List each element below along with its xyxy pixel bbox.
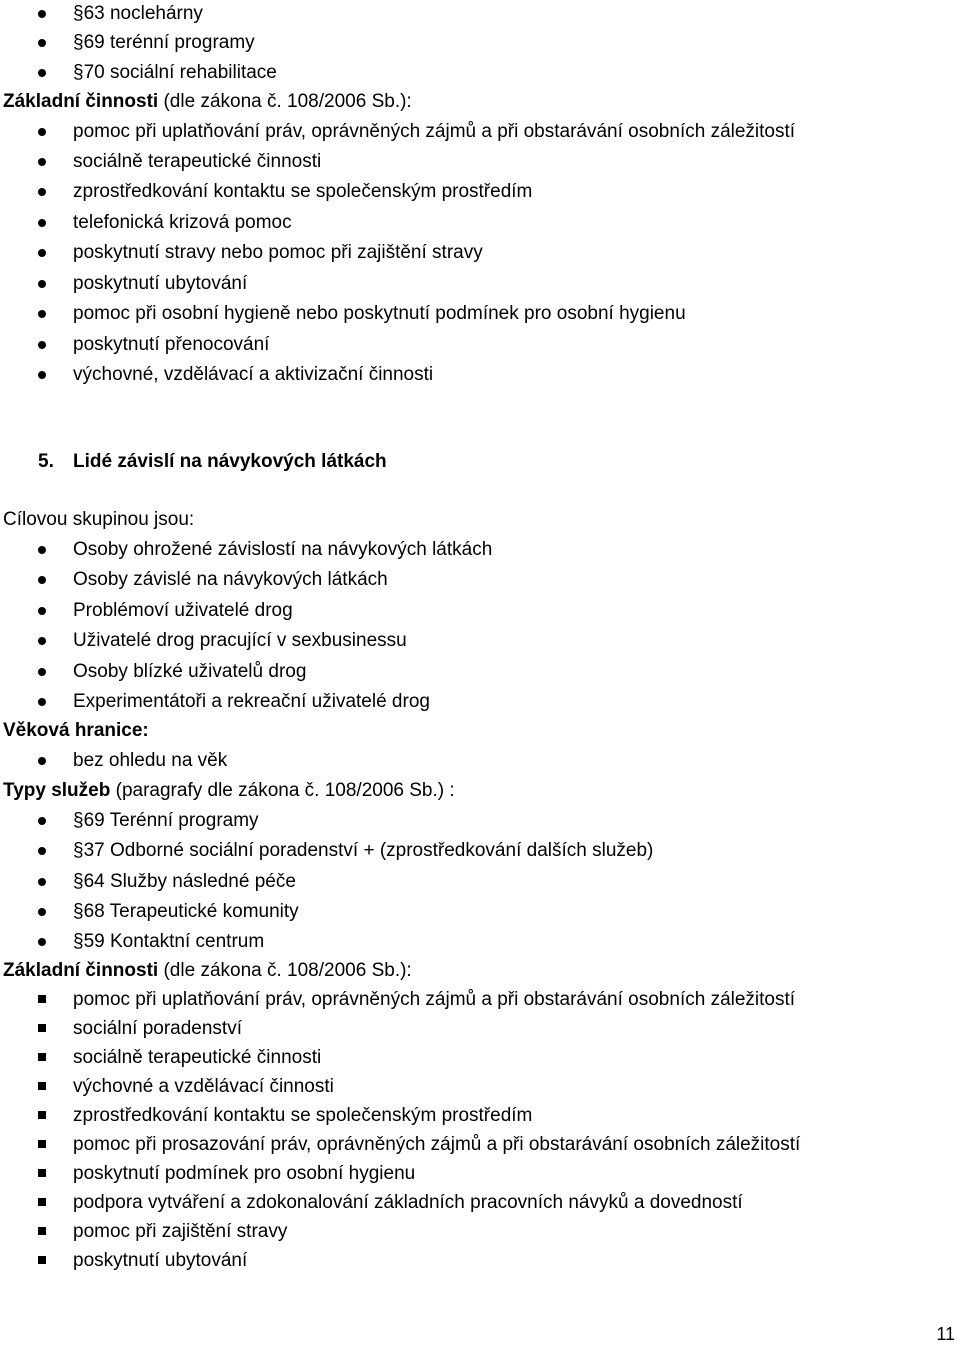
bullet-icon	[38, 39, 46, 47]
bullet-icon	[38, 188, 46, 196]
square-bullet-icon	[38, 1169, 46, 1177]
bullet-icon	[38, 219, 46, 227]
square-bullet-icon	[38, 995, 46, 1003]
square-bullet-icon	[38, 1198, 46, 1206]
bullet-icon	[38, 817, 46, 825]
bullet-icon	[38, 847, 46, 855]
document-page: §63 noclehárny §69 terénní programy §70 sociální rehabilitace Základní činnosti (dle zákona č. 108/2006 Sb.): pomoc při uplatňování práv, oprávněných zájmů a při obstarávání osobních záležitostí sociálně terapeutické činnosti zprostředkování kontaktu se společenským prostředím telefonická krizová pomoc poskytnutí stravy nebo pomoc při zajištění stravy poskytnutí ubytování pomoc při osobní hygieně nebo poskytnutí podmínek pro osobní hygienu poskytnutí přenocování výchovné, vzdělávací a aktivizační činnosti 5. Lidé závislí na návykových látkách Cílovou skupinou jsou: Osoby ohrožené závislostí na návykových látkách Osoby závislé na návykových látkách Problémoví uživatelé drog Uživatelé drog pracující v sexbusinessu Osoby blízké uživatelů drog Experimentátoři a rekreační uživatelé drog Věková hranice: bez ohledu na věk Typy služeb (paragrafy dle zákona č. 108/2006 Sb.) : §69 Terénní programy §37 Odborné sociální poradenství + (zprostředkování dalších služeb) §64 Služby následné péče §68 Terapeutické komunity §59 Kontaktní centrum Základní činnosti (dle zákona č. 108/2006 Sb.): pomoc při uplatňování práv, oprávněných zájmů a při obstarávání osobních záležitostí sociální poradenství sociálně terapeutické činnosti výchovné a vzdělávací činnosti zprostředkování kontaktu se společenským prostředím pomoc při prosazování práv, oprávněných zájmů a při obstarávání osobních záležitostí poskytnutí podmínek pro osobní hygienu podpora vytváření a zdokonalování základních pracovních návyků a dovedností pomoc při zajištění stravy poskytnutí ubytování 11	[3, 3, 955, 1344]
bullet-icon	[38, 10, 46, 18]
bullet-icon	[38, 698, 46, 706]
bullet-icon	[38, 576, 46, 584]
bullet-icon	[38, 668, 46, 676]
bullet-icon	[38, 908, 46, 916]
bullet-icon	[38, 546, 46, 554]
bullet-icon	[38, 310, 46, 318]
bullet-icon	[38, 637, 46, 645]
bullet-icon	[38, 69, 46, 77]
square-bullet-icon	[38, 1227, 46, 1235]
page-number: 11	[936, 1324, 955, 1344]
square-bullet-icon	[38, 1256, 46, 1264]
square-bullet-icon	[38, 1053, 46, 1061]
bullet-icon	[38, 158, 46, 166]
bullet-icon	[38, 128, 46, 136]
bullet-icon	[38, 607, 46, 615]
bullet-icon	[38, 371, 46, 379]
bullet-icon	[38, 757, 46, 765]
square-bullet-icon	[38, 1140, 46, 1148]
square-bullet-icon	[38, 1024, 46, 1032]
square-bullet-icon	[38, 1111, 46, 1119]
bullet-icon	[38, 341, 46, 349]
bullet-icon	[38, 878, 46, 886]
square-bullet-icon	[38, 1082, 46, 1090]
bullet-icon	[38, 249, 46, 257]
bullet-icon	[38, 938, 46, 946]
bullet-icon	[38, 280, 46, 288]
